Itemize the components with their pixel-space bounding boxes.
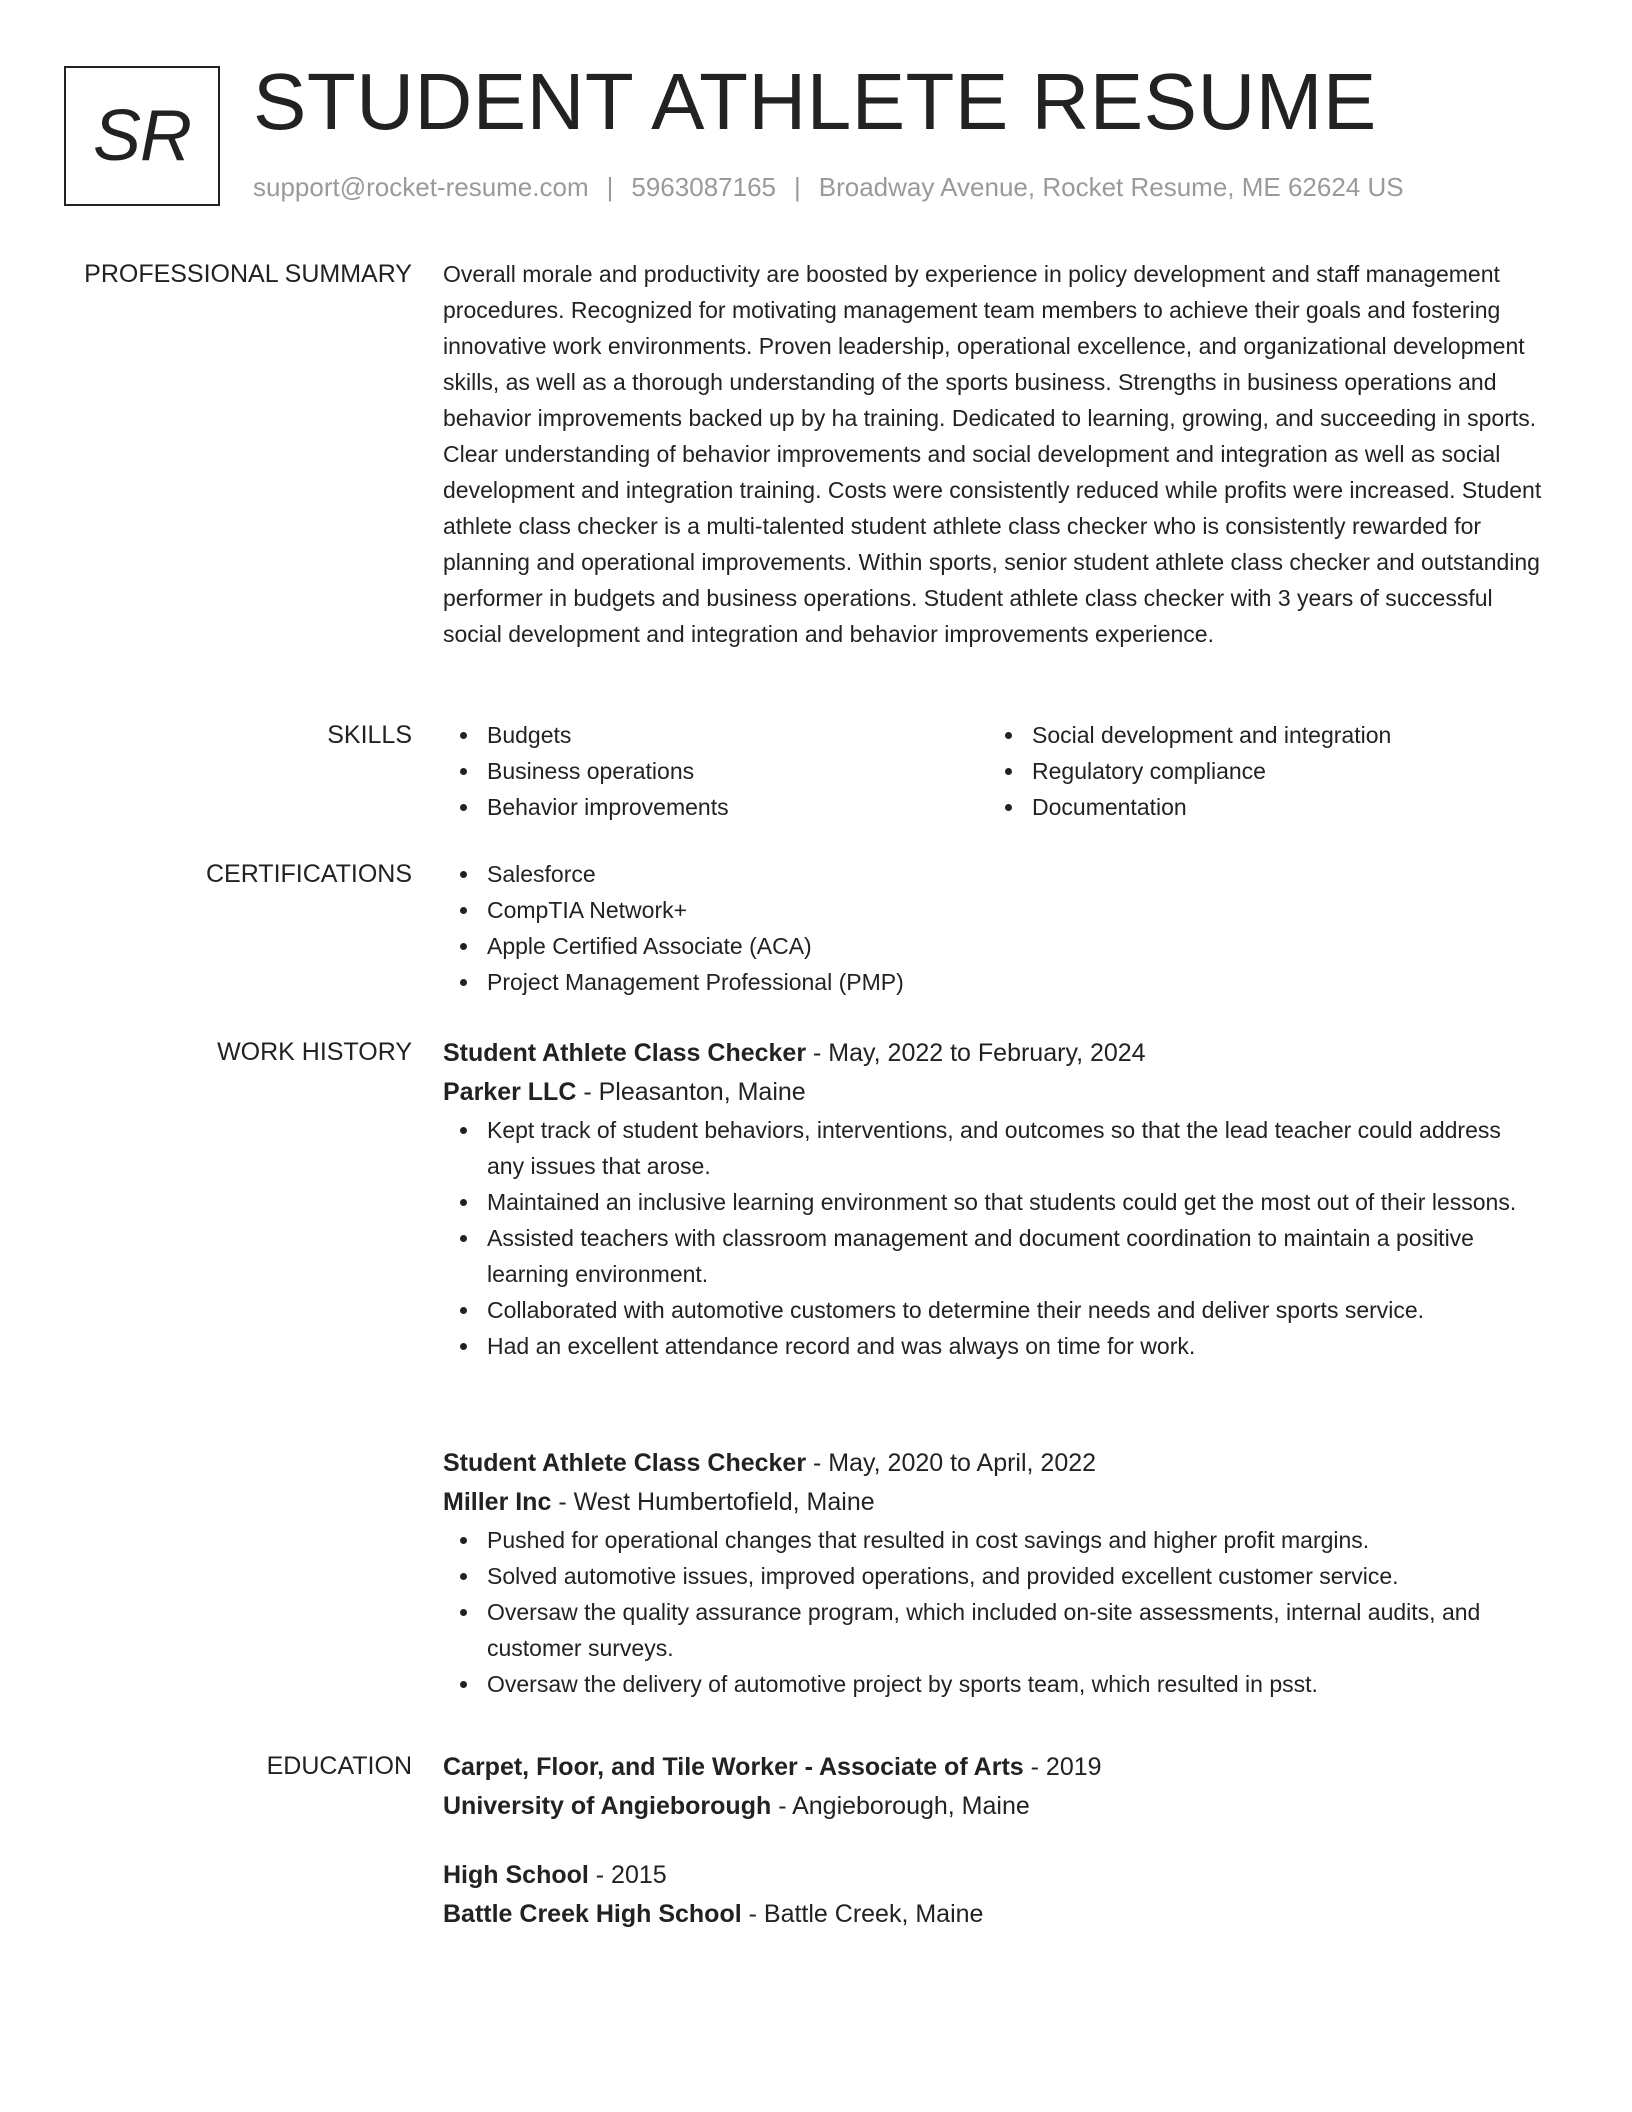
contact-separator: | — [606, 172, 614, 202]
education-entry — [443, 1748, 1543, 1826]
skills-list — [443, 717, 1543, 825]
job-company-line — [443, 1073, 1543, 1112]
job-company: Miller Inc — [443, 1488, 552, 1516]
certification-item: Project Management Professional (PMP) — [443, 964, 1543, 1000]
job-dates: - May, 2020 to April, 2022 — [806, 1449, 1097, 1477]
job-title-line — [443, 1444, 1543, 1483]
school-line — [443, 1787, 1543, 1826]
job-duties — [443, 1112, 1543, 1364]
job-dates: - May, 2022 to February, 2024 — [806, 1039, 1146, 1067]
job-duty: Oversaw the quality assurance program, which included on-site assessments, internal audits, and customer surveys. — [443, 1594, 1543, 1666]
degree-year: - 2015 — [588, 1861, 667, 1889]
degree-line — [443, 1748, 1543, 1787]
job-duties — [443, 1522, 1543, 1702]
job-duty: Pushed for operational changes that resulted in cost savings and higher profit margins. — [443, 1522, 1543, 1558]
school-line — [443, 1895, 1543, 1934]
contact-phone: 5963087165 — [631, 172, 776, 202]
job-duty: Solved automotive issues, improved operations, and provided excellent customer service. — [443, 1558, 1543, 1594]
school-location: - Battle Creek, Maine — [741, 1900, 984, 1928]
job-duty: Oversaw the delivery of automotive project by sports team, which resulted in psst. — [443, 1666, 1543, 1702]
summary-text: Overall morale and productivity are boosted by experience in policy development and staff management procedures. Recognized for motivating management team members to achieve their goals and fostering innovative work environments. Proven leadership, operational excellence, and organizational development skills, as well as a thorough understanding of the sports business. Strengths in business operations and behavior improvements backed up by ha training. Dedicated to learning, growing, and succeeding in sports. Clear understanding of behavior improvements and social development and integration as well as social development and integration training. Costs were consistently reduced while profits were increased. Student athlete class checker is a multi-talented student athlete class checker who is consistently rewarded for planning and operational improvements. Within sports, senior student athlete class checker and outstanding performer in budgets and business operations. Student athlete class checker with 3 years of successful social development and integration and behavior improvements experience. — [443, 261, 1542, 647]
school-name: Battle Creek High School — [443, 1900, 742, 1928]
education-heading: EDUCATION — [266, 1752, 412, 1780]
job-duty: Kept track of student behaviors, interventions, and outcomes so that the lead teacher could address any issues that arose. — [443, 1112, 1543, 1184]
skill-item: Social development and integration — [988, 717, 1533, 753]
school-name: University of Angieborough — [443, 1792, 772, 1820]
degree-line — [443, 1856, 1543, 1895]
summary-heading: PROFESSIONAL SUMMARY — [84, 260, 412, 288]
degree-name: High School — [443, 1861, 589, 1889]
skill-item: Documentation — [988, 789, 1533, 825]
skill-item: Budgets — [443, 717, 988, 753]
job-entry — [443, 1034, 1543, 1364]
skill-item: Regulatory compliance — [988, 753, 1533, 789]
work-history-heading: WORK HISTORY — [217, 1038, 412, 1066]
job-title: Student Athlete Class Checker — [443, 1449, 807, 1477]
certifications-list — [443, 856, 1543, 1000]
degree-name: Carpet, Floor, and Tile Worker - Associate of Arts — [443, 1753, 1024, 1781]
job-duty: Maintained an inclusive learning environment so that students could get the most out of their lessons. — [443, 1184, 1543, 1220]
certification-item: Apple Certified Associate (ACA) — [443, 928, 1543, 964]
education-entry — [443, 1856, 1543, 1934]
job-company-line — [443, 1483, 1543, 1522]
job-title-line — [443, 1034, 1543, 1073]
skills-column-right — [988, 717, 1533, 825]
job-title: Student Athlete Class Checker — [443, 1039, 807, 1067]
resume-title: STUDENT ATHLETE RESUME — [253, 57, 1377, 146]
skill-item: Behavior improvements — [443, 789, 988, 825]
contact-email: support@rocket-resume.com — [253, 172, 589, 202]
job-location: - West Humbertofield, Maine — [551, 1488, 875, 1516]
skill-item: Business operations — [443, 753, 988, 789]
contact-separator: | — [794, 172, 801, 202]
monogram-logo: SR — [64, 66, 220, 206]
job-company: Parker LLC — [443, 1078, 577, 1106]
job-entry — [443, 1444, 1543, 1702]
job-duty: Collaborated with automotive customers to determine their needs and deliver sports service. — [443, 1292, 1543, 1328]
degree-year: - 2019 — [1023, 1753, 1102, 1781]
job-duty: Assisted teachers with classroom management and document coordination to maintain a positive learning environment. — [443, 1220, 1543, 1292]
job-duty: Had an excellent attendance record and was always on time for work. — [443, 1328, 1543, 1364]
certification-item: CompTIA Network+ — [443, 892, 1543, 928]
certification-item: Salesforce — [443, 856, 1543, 892]
job-location: - Pleasanton, Maine — [576, 1078, 806, 1106]
contact-address: Broadway Avenue, Rocket Resume, ME 62624 US — [818, 172, 1404, 202]
skills-heading: SKILLS — [327, 721, 412, 749]
skills-column-left — [443, 717, 988, 825]
certifications-heading: CERTIFICATIONS — [205, 860, 412, 888]
school-location: - Angieborough, Maine — [771, 1792, 1030, 1820]
contact-line — [253, 172, 1404, 203]
